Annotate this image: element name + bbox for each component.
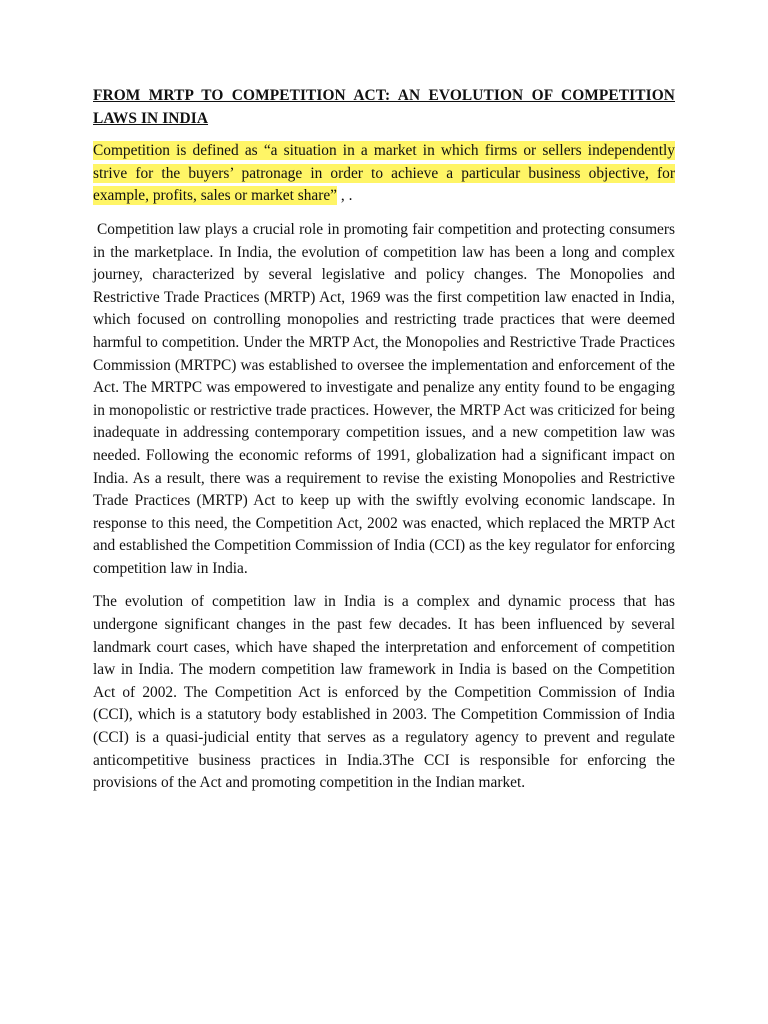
highlighted-definition: Competition is defined as “a situation in a market in which firms or sellers independently strive for the buyers’ patronage in order to achieve a particular business objective, for example, profits, sales or market share” [93,142,675,205]
definition-trailing-punctuation: , . [337,187,353,205]
body-paragraph-2: The evolution of competition law in India is a complex and dynamic process that has undergone significant changes in the past few decades. It has been influenced by several landmark court cases, which have shaped the interpretation and enforcement of competition law in India. The modern competition law framework in India is based on the Competition Act of 2002. The Competition Act is enforced by the Competition Commission of India (CCI), which is a statutory body established in 2003. The Competition Commission of India (CCI) is a quasi-judicial entity that serves as a regulatory agency to prevent and regulate anticompetitive business practices in India.3The CCI is responsible for enforcing the provisions of the Act and promoting competition in the Indian market. [93,593,675,792]
document-body [93,85,675,806]
body-paragraph-1: Competition law plays a crucial role in promoting fair competition and protecting consumers in the marketplace. In India, the evolution of competition law has been a long and complex journey, characterized by several legislative and policy changes. The Monopolies and Restrictive Trade Practices (MRTP) Act, 1969 was the first competition law enacted in India, which focused on controlling monopolies and restricting trade practices that were deemed harmful to competition. Under the MRTP Act, the Monopolies and Restrictive Trade Practices Commission (MRTPC) was established to oversee the implementation and enforcement of the Act. The MRTPC was empowered to investigate and penalize any entity found to be engaging in monopolistic or restrictive trade practices. However, the MRTP Act was criticized for being inadequate in addressing contemporary competition issues, and a new competition law was needed. Following the economic reforms of 1991, globalization had a significant impact on India. As a result, there was a requirement to revise the existing Monopolies and Restrictive Trade Practices (MRTP) Act to keep up with the swiftly evolving economic landscape. In response to this need, the Competition Act, 2002 was enacted, which replaced the MRTP Act and established the Competition Commission of India (CCI) as the key regulator for enforcing competition law in India. [93,220,675,577]
definition-paragraph [93,140,675,208]
document-title: FROM MRTP TO COMPETITION ACT: AN EVOLUTION OF COMPETITION LAWS IN INDIA [93,87,675,127]
